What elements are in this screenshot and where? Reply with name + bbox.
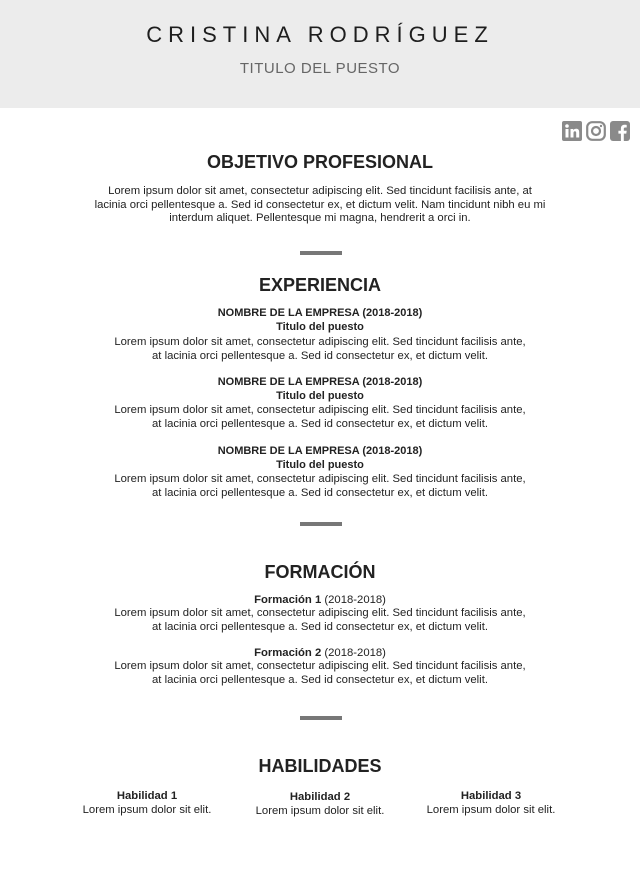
description-line: Lorem ipsum dolor sit amet, consectetur adipiscing elit. Sed tincidunt facilisis ante,: [114, 473, 526, 485]
objective-line: lacinia orci pellentesque a. Sed id consectetur ex, et dictum velit. Nam tincidunt nibh eu mi: [94, 198, 546, 211]
experience-description: [80, 404, 560, 431]
section-divider: [300, 251, 342, 255]
education-heading: FORMACIÓN: [264, 562, 376, 582]
description-line: Lorem ipsum dolor sit amet, consectetur adipiscing elit. Sed tincidunt facilisis ante,: [114, 404, 526, 416]
objective-heading: OBJETIVO PROFESIONAL: [206, 152, 434, 172]
description-line: at lacinia orci pellentesque a. Sed id consectetur ex, et dictum velit.: [152, 673, 488, 686]
experience-company: NOMBRE DE LA EMPRESA (2018-2018): [217, 445, 423, 457]
objective-text: [60, 185, 580, 226]
social-links: [562, 121, 630, 141]
education-name: Formación 2: [254, 647, 322, 659]
education-name: Formación 1: [254, 594, 322, 606]
skill-name: Habilidad 2: [289, 791, 351, 803]
linkedin-icon[interactable]: [562, 121, 582, 141]
experience-role: Titulo del puesto: [276, 390, 364, 402]
experience-role: Titulo del puesto: [276, 321, 364, 333]
skill-item: [391, 790, 591, 817]
objective-line: interdum aliquet. Pellentesque mi magna, hendrerit a orci in.: [169, 212, 471, 224]
skill-item: [47, 790, 247, 817]
description-line: at lacinia orci pellentesque a. Sed id consectetur ex, et dictum velit.: [152, 486, 488, 499]
description-line: Lorem ipsum dolor sit amet, consectetur adipiscing elit. Sed tincidunt facilisis ante,: [114, 660, 526, 672]
experience-company: NOMBRE DE LA EMPRESA (2018-2018): [217, 376, 423, 388]
section-divider: [300, 716, 342, 720]
experience-role: Titulo del puesto: [276, 459, 364, 471]
skill-description: Lorem ipsum dolor sit elit.: [255, 804, 385, 817]
education-description: [80, 607, 560, 634]
facebook-icon[interactable]: [610, 121, 630, 141]
instagram-icon[interactable]: [586, 121, 606, 141]
skill-name: Habilidad 1: [116, 790, 178, 802]
experience-heading: EXPERIENCIA: [258, 275, 382, 295]
description-line: at lacinia orci pellentesque a. Sed id consectetur ex, et dictum velit.: [152, 417, 488, 430]
education-description: [80, 660, 560, 687]
description-line: at lacinia orci pellentesque a. Sed id consectetur ex, et dictum velit.: [152, 620, 488, 633]
objective-line: Lorem ipsum dolor sit amet, consectetur adipiscing elit. Sed tincidunt facilisis ante, at: [108, 185, 532, 197]
education-years: (2018-2018): [324, 647, 386, 659]
candidate-name: CRISTINA RODRÍGUEZ: [146, 22, 494, 47]
experience-description: [80, 336, 560, 363]
education-item-heading: [0, 647, 640, 659]
skills-heading: HABILIDADES: [258, 756, 382, 776]
skill-name: Habilidad 3: [460, 790, 522, 802]
section-divider: [300, 522, 342, 526]
experience-company: NOMBRE DE LA EMPRESA (2018-2018): [217, 307, 423, 319]
job-title: TITULO DEL PUESTO: [239, 60, 401, 77]
education-years: (2018-2018): [324, 594, 386, 606]
skill-description: Lorem ipsum dolor sit elit.: [426, 803, 556, 816]
skill-description: Lorem ipsum dolor sit elit.: [82, 803, 212, 816]
skill-item: [220, 791, 420, 818]
description-line: at lacinia orci pellentesque a. Sed id consectetur ex, et dictum velit.: [152, 349, 488, 362]
resume-header: [0, 0, 640, 108]
description-line: Lorem ipsum dolor sit amet, consectetur adipiscing elit. Sed tincidunt facilisis ante,: [114, 336, 526, 348]
experience-description: [80, 473, 560, 500]
education-item-heading: [0, 594, 640, 606]
description-line: Lorem ipsum dolor sit amet, consectetur adipiscing elit. Sed tincidunt facilisis ante,: [114, 607, 526, 619]
